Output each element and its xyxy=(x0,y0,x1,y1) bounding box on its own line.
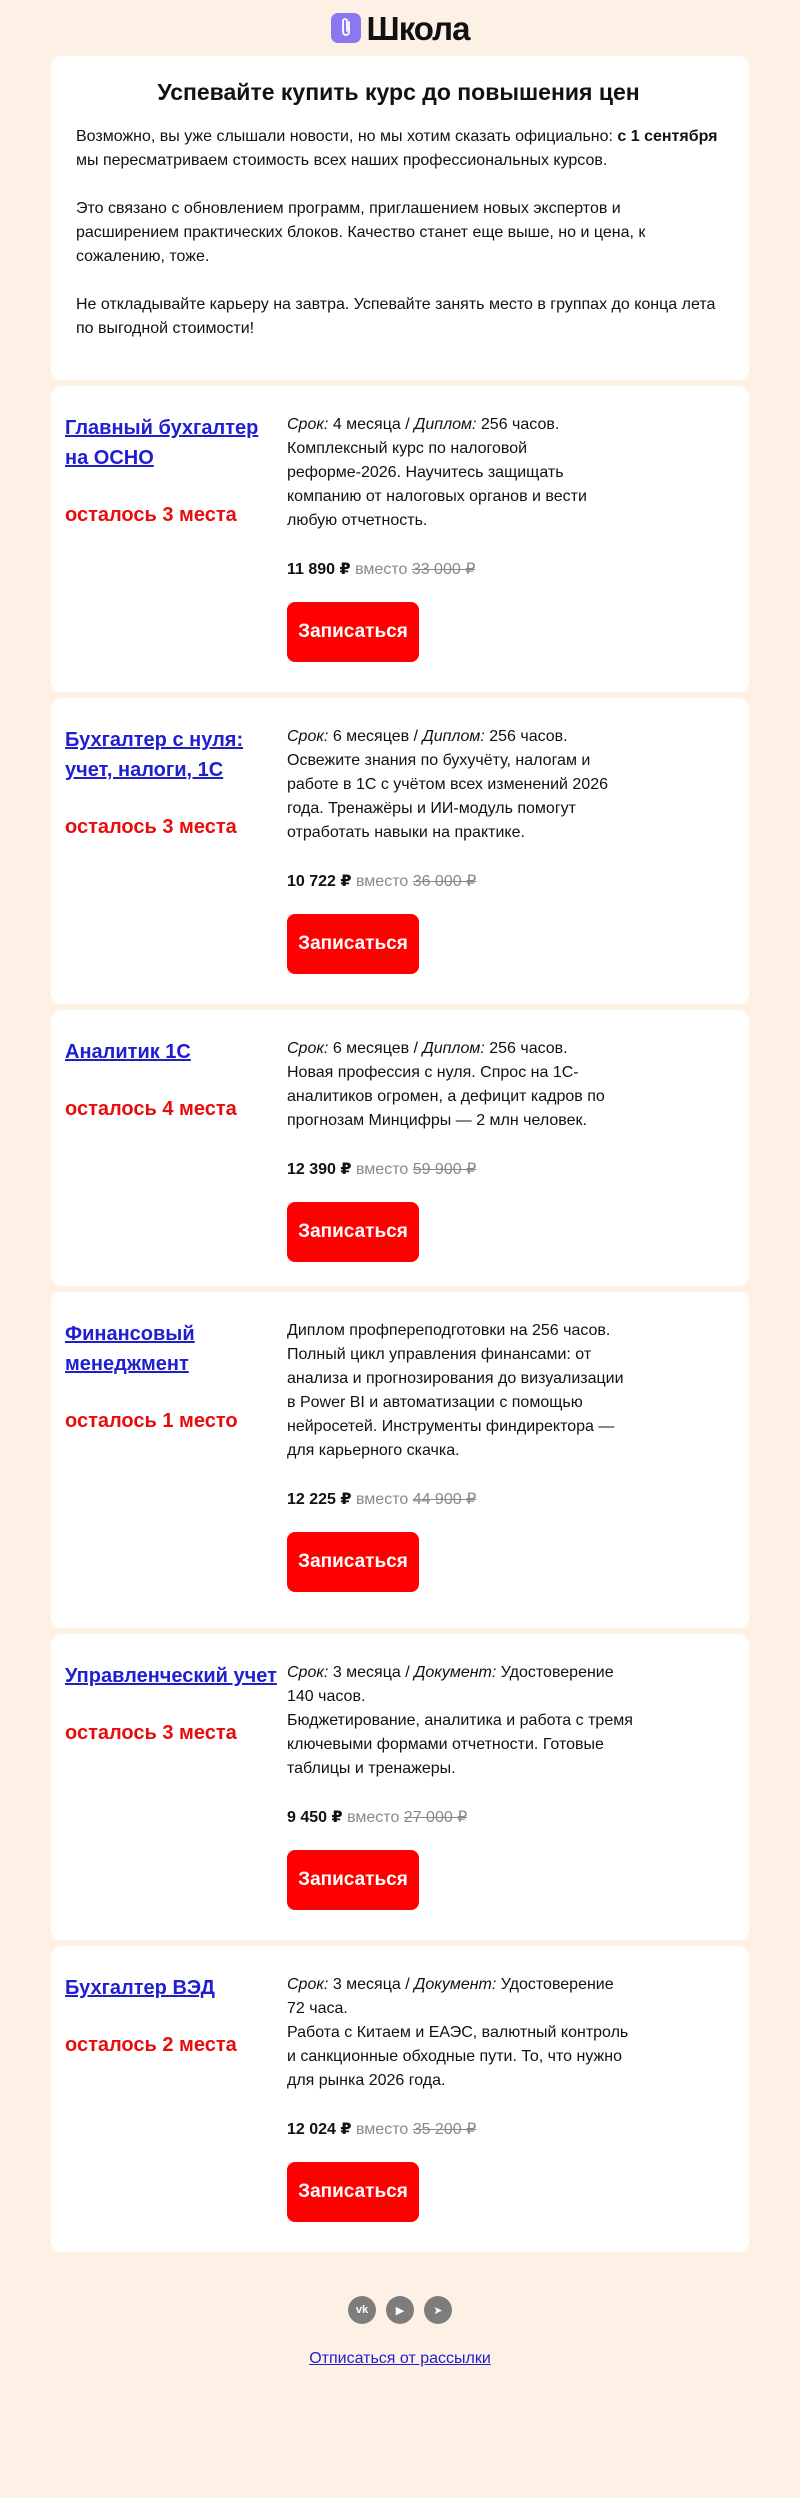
course-description: Срок: 6 месяцев / Диплом: 256 часов. Новая профессия с нуля. Спрос на 1С-аналитиков огромен, а дефицит кадров по прогнозам Минцифры — 2 млн человек. xyxy=(287,1040,605,1129)
course-card xyxy=(51,1634,749,1940)
new-price: 12 024 ₽ xyxy=(287,2121,352,2138)
new-price: 12 225 ₽ xyxy=(287,1491,352,1508)
course-title-link[interactable]: Главный бухгалтер на ОСНО xyxy=(65,417,259,469)
course-left xyxy=(65,725,281,1004)
intro-text: мы пересматриваем стоимость всех наших профессиональных курсов. xyxy=(76,151,608,169)
seats-left: осталось 3 места xyxy=(65,504,237,526)
intro-card xyxy=(51,56,749,380)
course-description xyxy=(287,1319,633,1463)
course-title-link[interactable]: Аналитик 1С xyxy=(65,1041,191,1063)
course-description: Срок: 3 месяца / Документ: Удостоверение 140 часов. Бюджетирование, аналитика и работа с тремя ключевыми формами отчетности. Готовые таблицы и тренажеры. xyxy=(287,1664,633,1777)
header xyxy=(0,0,800,54)
term-value: 3 месяца xyxy=(332,1976,401,1993)
seats-left: осталось 3 места xyxy=(65,1722,237,1744)
doc-label: Диплом: xyxy=(422,728,485,745)
course-desc-text: Диплом профпереподготовки на 256 часов. Полный цикл управления финансами: от анализа и прогнозирования до визуализации в Power BI и автоматизации с помощью нейросетей. Инструменты финдиректора — для карьерного скачка. xyxy=(287,1322,624,1459)
enroll-button[interactable]: Записаться xyxy=(287,1532,419,1592)
course-desc-text: Работа с Китаем и ЕАЭС, валютный контроль и санкционные обходные пути. То, что нужно для рынка 2026 года. xyxy=(287,2024,629,2089)
paperclip-icon xyxy=(331,13,361,43)
instead-label: вместо xyxy=(355,1161,409,1178)
doc-value: Удостоверение 140 часов. xyxy=(287,1664,614,1705)
course-title-link[interactable]: Бухгалтер с нуля: учет, налоги, 1С xyxy=(65,729,244,781)
unsubscribe-link[interactable]: Отписаться от рассылки xyxy=(309,2350,491,2367)
intro-text: Возможно, вы уже слышали новости, но мы хотим сказать официально: xyxy=(76,127,618,145)
course-description: Срок: 4 месяца / Диплом: 256 часов. Комплексный курс по налоговой реформе-2026. Научитесь защищать компанию от налоговых органов и вести любую отчетность. xyxy=(287,416,587,529)
course-price xyxy=(287,870,633,894)
course-price xyxy=(287,1488,633,1512)
old-price: 27 000 ₽ xyxy=(403,1809,468,1826)
intro-paragraph-3: Не откладывайте карьеру на завтра. Успевайте занять место в группах до конца лета по выгодной стоимости! xyxy=(76,295,716,337)
term-label: Срок: xyxy=(287,416,329,433)
course-price xyxy=(287,558,633,582)
telegram-icon[interactable]: ➤ xyxy=(424,2296,452,2324)
enroll-button[interactable]: Записаться xyxy=(287,1850,419,1910)
intro-paragraph-1 xyxy=(76,125,721,173)
intro-date: с 1 сентября xyxy=(617,127,718,145)
old-price: 44 900 ₽ xyxy=(412,1491,477,1508)
term-value: 6 месяцев xyxy=(332,728,410,745)
course-card xyxy=(51,1946,749,2252)
course-price xyxy=(287,1806,633,1830)
enroll-button[interactable]: Записаться xyxy=(287,602,419,662)
term-value: 4 месяца xyxy=(332,416,401,433)
instead-label: вместо xyxy=(355,873,409,890)
course-left xyxy=(65,413,281,692)
course-card xyxy=(51,1292,749,1628)
doc-value: 256 часов. xyxy=(489,1040,568,1057)
doc-value: 256 часов. xyxy=(489,728,568,745)
course-right xyxy=(287,1319,633,1628)
course-left xyxy=(65,1037,281,1286)
course-desc-text: Бюджетирование, аналитика и работа с тремя ключевыми формами отчетности. Готовые таблицы и тренажеры. xyxy=(287,1712,633,1777)
new-price: 11 890 ₽ xyxy=(287,561,351,578)
logo[interactable] xyxy=(331,9,470,47)
course-desc-text: Освежите знания по бухучёту, налогам и работе в 1С с учётом всех изменений 2026 года. Тренажёры и ИИ-модуль помогут отработать навыки на практике. xyxy=(287,752,608,841)
old-price: 33 000 ₽ xyxy=(411,561,476,578)
course-right xyxy=(287,1973,633,2252)
new-price: 9 450 ₽ xyxy=(287,1809,343,1826)
seats-left: осталось 4 места xyxy=(65,1098,237,1120)
doc-label: Диплом: xyxy=(414,416,477,433)
term-label: Срок: xyxy=(287,1664,329,1681)
course-card xyxy=(51,698,749,1004)
course-description: Срок: 3 месяца / Документ: Удостоверение 72 часа. Работа с Китаем и ЕАЭС, валютный контроль и санкционные обходные пути. То, что нужно для рынка 2026 года. xyxy=(287,1976,629,2089)
course-right xyxy=(287,1037,633,1286)
course-left xyxy=(65,1319,281,1628)
course-card xyxy=(51,1010,749,1286)
new-price: 12 390 ₽ xyxy=(287,1161,352,1178)
instead-label: вместо xyxy=(355,561,408,578)
instead-label: вместо xyxy=(347,1809,400,1826)
course-desc-text: Новая профессия с нуля. Спрос на 1С-аналитиков огромен, а дефицит кадров по прогнозам Минцифры — 2 млн человек. xyxy=(287,1064,605,1129)
doc-label: Документ: xyxy=(414,1976,497,1993)
term-label: Срок: xyxy=(287,728,329,745)
course-left xyxy=(65,1661,281,1940)
doc-value: 256 часов. xyxy=(480,416,560,433)
enroll-button[interactable]: Записаться xyxy=(287,1202,419,1262)
term-value: 6 месяцев xyxy=(332,1040,410,1057)
seats-left: осталось 2 места xyxy=(65,2034,237,2056)
course-title-link[interactable]: Управленческий учет xyxy=(65,1665,277,1687)
course-card xyxy=(51,386,749,692)
enroll-button[interactable]: Записаться xyxy=(287,2162,419,2222)
course-desc-text: Комплексный курс по налоговой реформе-2026. Научитесь защищать компанию от налоговых органов и вести любую отчетность. xyxy=(287,440,587,529)
course-price xyxy=(287,1158,633,1182)
course-right xyxy=(287,413,633,692)
term-label: Срок: xyxy=(287,1040,329,1057)
logo-text: Школа xyxy=(366,9,470,47)
doc-label: Диплом: xyxy=(422,1040,485,1057)
term-value: 3 месяца xyxy=(332,1664,401,1681)
enroll-button[interactable]: Записаться xyxy=(287,914,419,974)
instead-label: вместо xyxy=(355,1491,409,1508)
seats-left: осталось 3 места xyxy=(65,816,237,838)
course-title-link[interactable]: Финансовый менеджмент xyxy=(65,1323,195,1375)
old-price: 35 200 ₽ xyxy=(412,2121,477,2138)
old-price: 59 900 ₽ xyxy=(412,1161,477,1178)
intro-title: Успевайте купить курс до повышения цен xyxy=(157,79,640,105)
course-right xyxy=(287,725,633,1004)
social-links xyxy=(0,2296,800,2324)
seats-left: осталось 1 место xyxy=(65,1410,238,1432)
course-description: Срок: 6 месяцев / Диплом: 256 часов. Освежите знания по бухучёту, налогам и работе в 1С с учётом всех изменений 2026 года. Тренажёры и ИИ-модуль помогут отработать навыки на практике. xyxy=(287,728,608,841)
youtube-icon[interactable]: ▶ xyxy=(386,2296,414,2324)
old-price: 36 000 ₽ xyxy=(412,873,477,890)
footer xyxy=(0,2350,800,2368)
course-title-link[interactable]: Бухгалтер ВЭД xyxy=(65,1977,215,1999)
course-right xyxy=(287,1661,633,1940)
doc-label: Документ: xyxy=(414,1664,497,1681)
course-price xyxy=(287,2118,633,2142)
doc-value: Удостоверение 72 часа. xyxy=(287,1976,614,2017)
intro-paragraph-2: Это связано с обновлением программ, приглашением новых экспертов и расширением практических блоков. Качество станет еще выше, но и цена, к сожалению, тоже. xyxy=(76,199,646,265)
instead-label: вместо xyxy=(355,2121,409,2138)
vk-icon[interactable]: vk xyxy=(348,2296,376,2324)
new-price: 10 722 ₽ xyxy=(287,873,352,890)
course-left xyxy=(65,1973,281,2252)
term-label: Срок: xyxy=(287,1976,329,1993)
